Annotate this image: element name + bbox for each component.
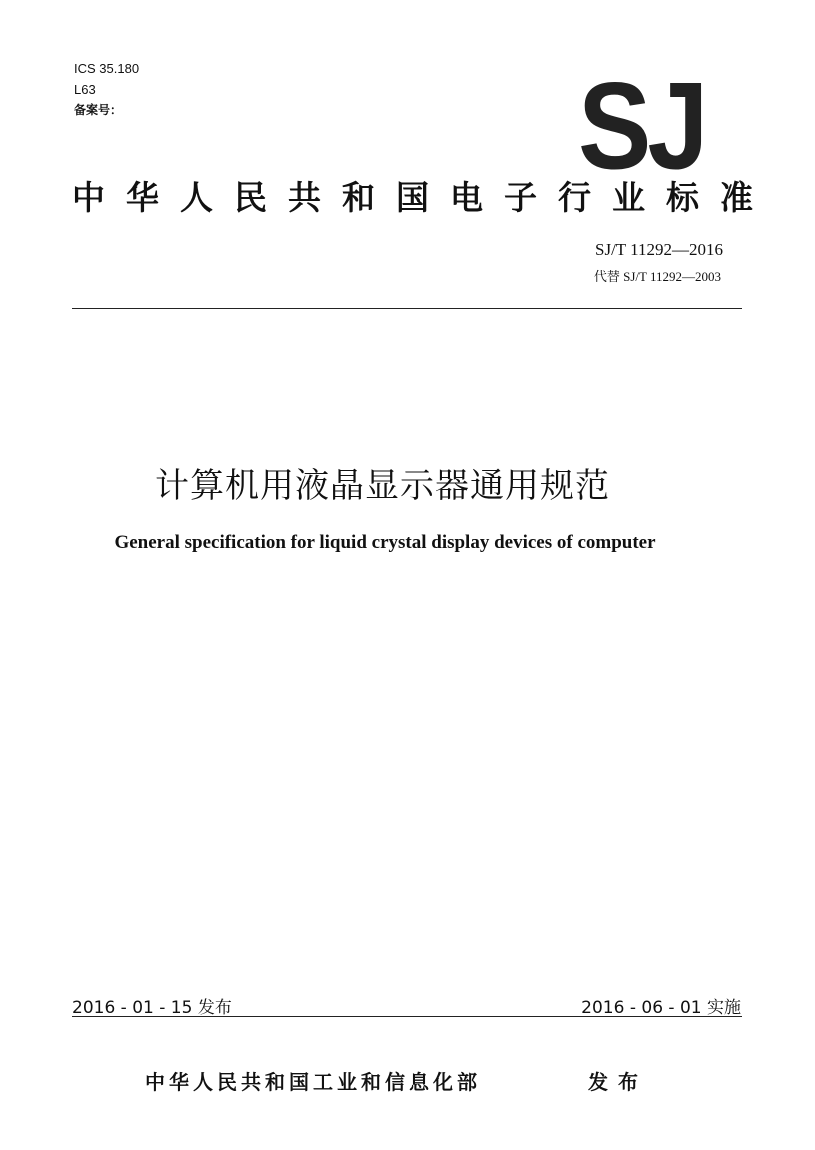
top-divider [72, 308, 742, 309]
replaces-standard: 代替 SJ/T 11292—2003 [593, 269, 721, 284]
issue-label: 发布 [588, 1070, 648, 1094]
standard-category-title: 中华人民共和国电子行业标准 [72, 178, 774, 217]
metadata-block [74, 58, 139, 121]
bottom-divider [72, 1016, 742, 1017]
ccs-code: L63 [74, 82, 96, 97]
sj-logo: SJ [578, 57, 705, 196]
document-title-chinese: 计算机用液晶显示器通用规范 [155, 466, 610, 506]
issue-date: 2016 - 01 - 15 发布 [72, 998, 232, 1018]
standard-number: SJ/T 11292—2016 [595, 240, 723, 259]
issuing-authority: 中华人民共和国工业和信息化部 [145, 1070, 481, 1094]
filing-number-label: 备案号： [74, 103, 123, 117]
document-title-english: General specification for liquid crystal display devices of computer [114, 532, 656, 553]
implementation-date: 2016 - 06 - 01 实施 [581, 998, 741, 1018]
ics-code: ICS 35.180 [74, 61, 140, 76]
